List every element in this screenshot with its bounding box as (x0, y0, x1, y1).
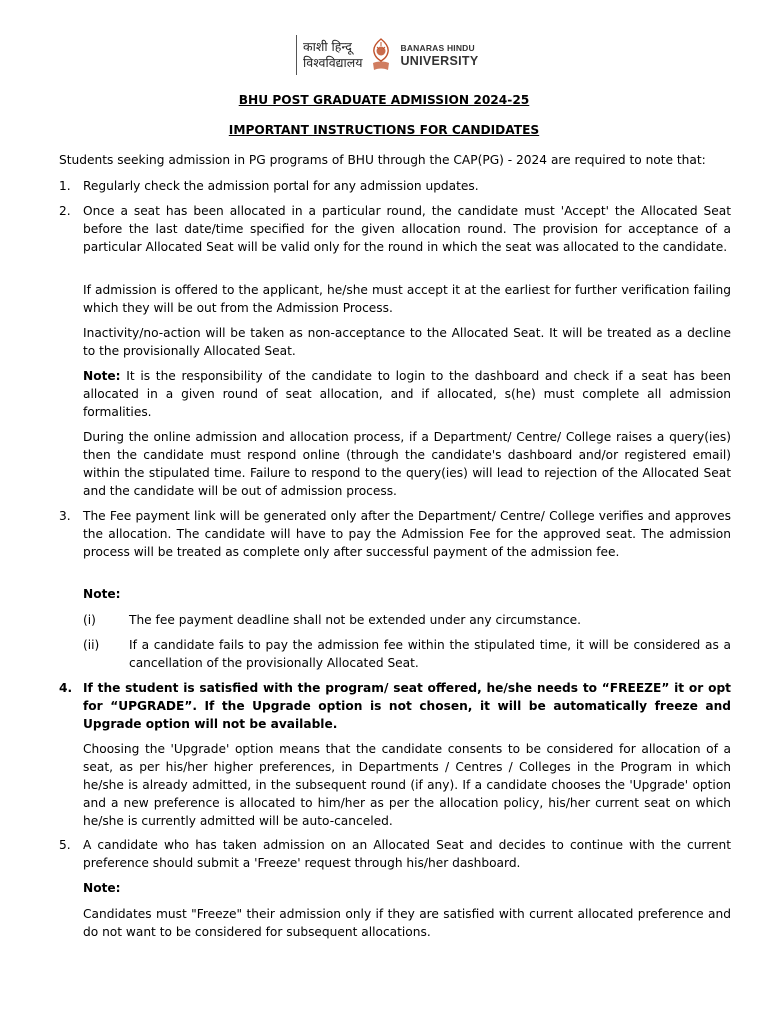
item-5-paragraph: Candidates must "Freeze" their admission only if they are satisfied with current allocated preference and do not want to be considered for subsequent allocations. (83, 907, 731, 939)
item-3-text: The Fee payment link will be generated only after the Department/ Centre/ College verifies and approves the allocation. The candidate will have to pay the Admission Fee for the approved seat. The admission process will be treated as complete only after successful payment of the admission fee. (83, 509, 731, 559)
logo-english-text (400, 43, 478, 68)
item-number: 1. (59, 179, 71, 193)
item-number: 3. (59, 509, 71, 523)
sub-item-number: (i) (83, 613, 96, 627)
item-2-paragraph: Inactivity/no-action will be taken as non-acceptance to the Allocated Seat. It will be treated as a decline to the provisionally Allocated Seat. (83, 326, 731, 358)
item-5-text: A candidate who has taken admission on an Allocated Seat and decides to continue with the current preference should submit a 'Freeze' request through his/her dashboard. (83, 838, 731, 870)
logo-english-line1: BANARAS HINDU (400, 42, 475, 53)
item-number: 4. (59, 681, 73, 695)
sub-item-text: The fee payment deadline shall not be extended under any circumstance. (129, 613, 582, 627)
note-label: Note: (83, 369, 121, 383)
intro-text: Students seeking admission in PG programs of BHU through the CAP(PG) - 2024 are required to note that: (59, 153, 706, 167)
item-4-text: If the student is satisfied with the program/ seat offered, he/she needs to “FREEZE” it or opt for “UPGRADE”. If the Upgrade option is not chosen, it will be automatically freeze and Upgrade option will not be available. (83, 681, 731, 731)
logo-hindi-line1: काशी हिन्दू (303, 39, 352, 54)
logo-divider (296, 35, 297, 75)
logo-hindi-line2: विश्वविद्यालय (303, 55, 363, 70)
item-number: 5. (59, 838, 71, 852)
item-2-paragraph: During the online admission and allocation process, if a Department/ Centre/ College raises a query(ies) then the candidate must respond online (through the candidate's dashboard and/or registered email) within the stipulated time. Failure to respond to the query(ies) will lead to rejection of the Allocated Seat and the candidate will be out of admission process. (83, 430, 731, 498)
sub-item-number: (ii) (83, 638, 100, 652)
university-logo (296, 34, 479, 76)
item-3-note-label: Note: (83, 587, 121, 601)
item-2-text: Once a seat has been allocated in a particular round, the candidate must 'Accept' the Allocated Seat before the last date/time specified for the given allocation round. The provision for acceptance of a particular Allocated Seat will be valid only for the round in which the seat was allocated to the candidate. (83, 204, 731, 254)
item-number: 2. (59, 204, 71, 218)
document-subtitle: IMPORTANT INSTRUCTIONS FOR CANDIDATES (228, 123, 540, 137)
logo-hindi-text (303, 39, 362, 71)
document-title: BHU POST GRADUATE ADMISSION 2024-25 (238, 93, 530, 107)
logo-english-line2: UNIVERSITY (400, 53, 479, 68)
item-1-text: Regularly check the admission portal for any admission updates. (83, 179, 479, 193)
university-seal-icon (368, 37, 394, 73)
sub-item-text: If a candidate fails to pay the admission fee within the stipulated time, it will be considered as a cancellation of the provisionally Allocated Seat. (129, 638, 731, 670)
note-text: It is the responsibility of the candidate to login to the dashboard and check if a seat has been allocated in a given round of seat allocation, and if allocated, s(he) must complete all admission formalities. (83, 369, 731, 419)
item-4-paragraph: Choosing the 'Upgrade' option means that the candidate consents to be considered for allocation of a seat, as per his/her higher preferences, in Departments / Centres / Colleges in the Program in which he/she is already admitted, in the subsequent round (if any). If a candidate chooses the 'Upgrade' option and a new preference is allocated to him/her as per the allocation policy, his/her current seat on which he/she is currently admitted will be auto-canceled. (83, 742, 731, 828)
item-2-paragraph: If admission is offered to the applicant, he/she must accept it at the earliest for further verification failing which they will be out from the Admission Process. (83, 283, 731, 315)
item-5-note-label: Note: (83, 881, 121, 895)
item-2-note (83, 367, 731, 421)
